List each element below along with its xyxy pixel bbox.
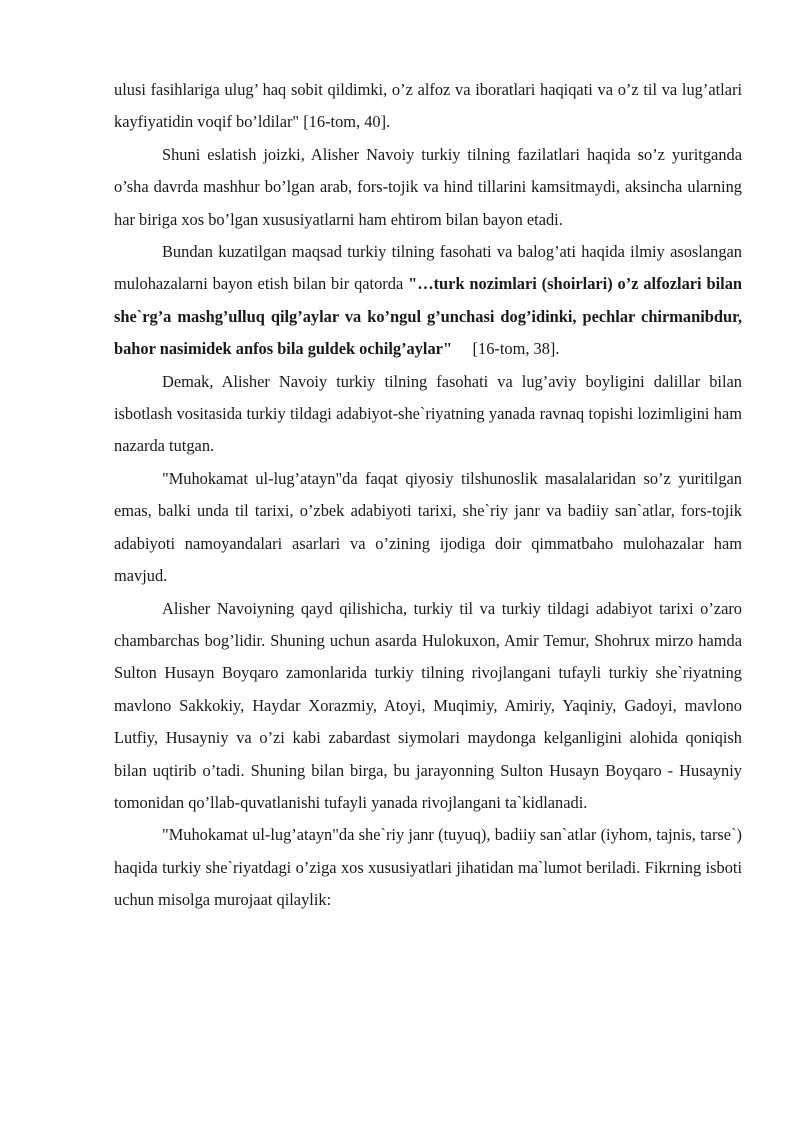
paragraph-2: Shuni eslatish joizki, Alisher Navoiy turkiy tilning fazilatlari haqida so’z yuritganda o’sha davrda mashhur bo’lgan arab, fors-tojik va hind tillarini kamsitmaydi, aksincha ularning har biriga xos bo’lgan xususiyatlarni ham ehtirom bilan bayon etadi.: [114, 144, 742, 229]
paragraph-5: "Muhokamat ul-lug’atayn"da faqat qiyosiy tilshunoslik masalalaridan so’z yuritilgan emas, balki unda til tarixi, o’zbek adabiyoti tarixi, she`riy janr va badiiy san`atlar, fors-tojik adabiyoti namoyandalari asarlari va o’zining ijodiga doir qimmatbaho mulohazalar ham mavjud.: [114, 468, 742, 586]
paragraph-4: Demak, Alisher Navoiy turkiy tilning fasohati va lug’aviy boyligini dalillar bilan isbotlash vositasida turkiy tildagi adabiyot-she`riyatning yanada ravnaq topishi lozimligini ham nazarda tutgan.: [114, 371, 742, 456]
paragraph-3-intro: Bundan kuzatilgan maqsad turkiy tilning fasohati va balog’ati haqida ilmiy asoslangan mulohazalarni bayon etish bilan bir qatorda: [114, 242, 742, 294]
citation: [16-tom, 38].: [452, 339, 560, 359]
paragraph-7: "Muhokamat ul-lug’atayn"da she`riy janr (tuyuq), badiiy san`atlar (iyhom, tajnis, tarse`) haqida turkiy she`riyatdagi o’ziga xos xususiyatlari jihatidan ma`lumot beriladi. Fikrning isboti uchun misolga murojaat qilaylik:: [114, 825, 742, 910]
document-page: [114, 74, 742, 917]
paragraph-6: Alisher Navoiyning qayd qilishicha, turkiy til va turkiy tildagi adabiyot tarixi o’zaro chambarchas bog’lidir. Shuning uchun asarda Hulokuxon, Amir Temur, Shohrux mirzo hamda Sulton Husayn Boyqaro zamonlarida turkiy tilning rivojlangani tufayli turkiy she`riyatning mavlono Sakkokiy, Haydar Xorazmiy, Atoyi, Muqimiy, Amiriy, Yaqiniy, Gadoyi, mavlono Lutfiy, Husayniy va o’zi kabi zabardast siymolari maydonga kelganligini alohida qoniqish bilan uqtirib o’tadi. Shuning bilan birga, bu jarayonning Sulton Husayn Boyqaro - Husayniy tomonidan qo’llab-quvatlanishi tufayli yanada rivojlangani ta`kidlanadi.: [114, 598, 742, 812]
bold-quotation: "…turk nozimlari (shoirlari) o’z alfozlari bilan she`rg’a mashg’ulluq qilg’aylar va ko’ngul g’unchasi dog’idinki, pechlar chirmanibdur, bahor nasimidek anfos bila guldek ochilg’aylar": [114, 274, 743, 359]
paragraph-3: [114, 236, 742, 366]
paragraph-1: ulusi fasihlariga ulug’ haq sobit qildimki, o’z alfoz va iboratlari haqiqati va o’z til va lug’atlari kayfiyatidin voqif bo’ldilar" [16-tom, 40].: [114, 80, 742, 132]
